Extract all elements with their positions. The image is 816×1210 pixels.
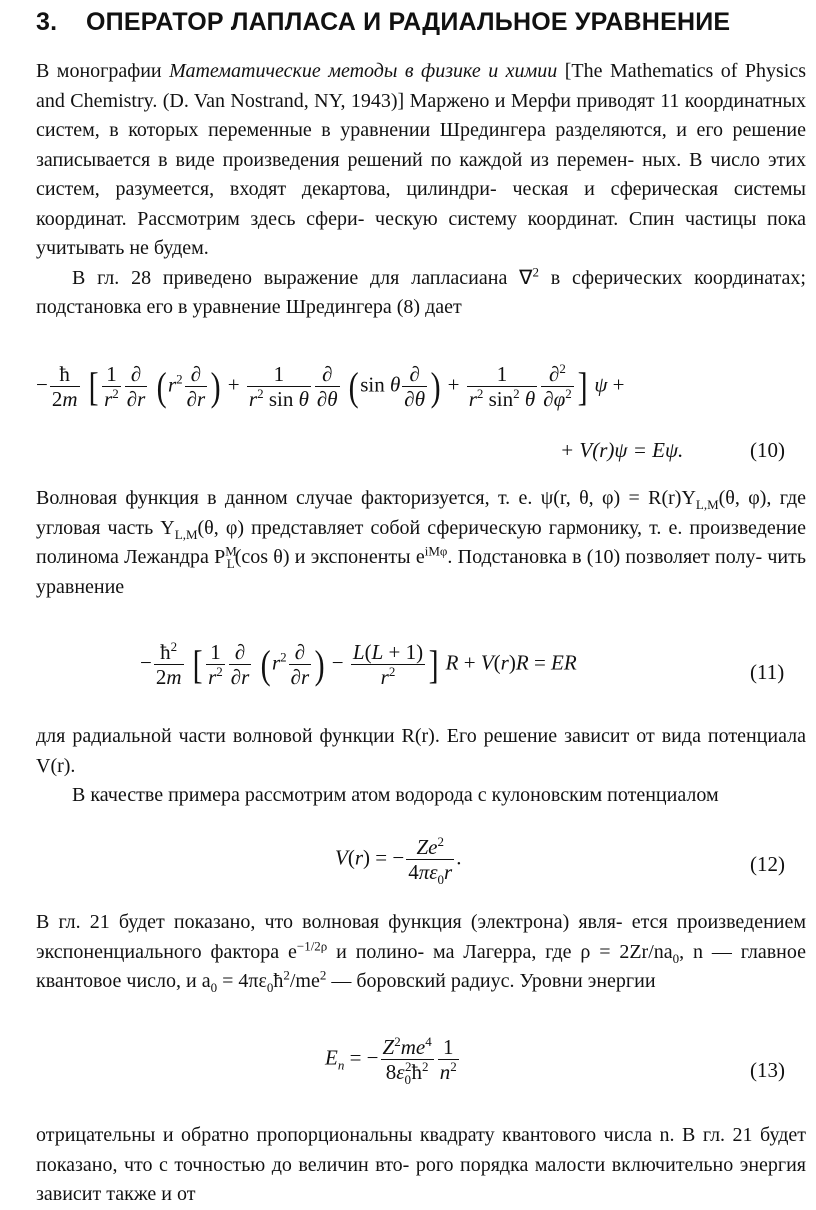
paragraph-radial: для радиальной части волновой функции R(r). Его решение зависит от вида потенциала V(r). В качестве примера рассмотрим атом водорода с кулоновским потенциалом	[36, 722, 806, 811]
paragraph-energy: отрицательны и обратно пропорциональны квадрату квантового числа n. В гл. 21 будет показано, что с точностью до величин вто- рого порядка малости включительно энергия зависит также и от	[36, 1124, 807, 1205]
paragraph-intro: В монографии Математические методы в физике и химии [The Mathematics of Physics and Chemistry. (D. Van Nostrand, NY, 1943)] Маржено и Мерфи приводят 11 координатных систем, в которых переменные в уравнении Шредингера разделяются, и его решение записывается в виде произведения решений по каждой из перемен- ных. В число этих систем, разумеется, входят декартова, цилиндри- ческая и сферическая системы координат. Рассмотрим здесь сфери- ческую систему координат. Спин частицы пока учитывать не будем. В гл. 28 приведено выражение для лапласиана ∇$^2$ в сферических координатах; подстановка его в уравнение Шредингера (8) дает	[36, 57, 806, 323]
section-number: 3.	[36, 8, 58, 36]
equation-10-line1: − $\frac{ħ}{2m}$ [ $\frac{1}{r^2}$ $\frac{\partial}{\partial r}$ ($r^2$ $\frac{\partial}{\partial r}$ ) + $\frac{1}{r^2 \sin \theta}$ $\frac{\partial}{\partial\theta}$ (sin θ $\frac{\partial}{\partial\theta}$ ) + $\frac{1}{r^2 \sin^2 \theta}$ $\frac{\partial^2}{\partial\varphi^2}$ ] ψ +	[36, 361, 625, 411]
equation-11: − $\frac{ħ^2}{2m}$ [ $\frac{1}{r^2}$ $\frac{\partial}{\partial r}$ ($r^2$ $\frac{\partial}{\partial r}$ ) − $\frac{L(L + 1)}{r^2}$ ] R + V(r)R = ER	[140, 639, 577, 689]
equation-12-label: (12)	[750, 852, 785, 876]
paragraph-wavefunction: В гл. 21 будет показано, что волновая функция (электрона) явля- ется произведением экспоненциального фактора $e^{-1/2\rho}$ и полино- ма Лагерра, где $\rho = 2Zr/na_0$, n — главное квантовое число, и $a_0$ = $4\pi\varepsilon_0ħ^2/me^2$ — боровский радиус. Уровни энергии	[36, 911, 807, 995]
paragraph-laplacian: В гл. 28 приведено выражение для лапласиана ∇$^2$ в сферических координатах; подстановка его в уравнение Шредингера (8) дает	[36, 263, 806, 318]
equation-13-label: (13)	[750, 1058, 785, 1082]
paragraph-factorization: Волновая функция в данном случае факторизуется, т. е. ψ(r, θ, $\varphi) = R(r)Y_{L,M}(\theta$, φ), где угловая часть $Y_{L,M}(\theta$, φ) представляет собой сферическую гармонику, т. е. произведение полинома Лежандра $P^M_L(\cos$ θ) и экспоненты $e^{iM\varphi}$. Подстановка в (10) позволяет полу- чить уравнение	[36, 487, 807, 598]
equation-13: $E_n$ = − $\frac{Z^2me^4}{8\varepsilon_0^2ħ^2}$ $\frac{1}{n^2}$	[325, 1034, 457, 1088]
section-heading	[36, 8, 806, 37]
paragraph-example: В качестве примера рассмотрим атом водорода с кулоновским потенциалом	[72, 784, 719, 806]
equation-11-label: (11)	[750, 660, 785, 684]
equation-12: V(r) = − $\frac{Ze^2}{4\pi\varepsilon_0r}$ .	[335, 834, 462, 888]
book-title: Математические методы в физике и химии	[169, 60, 558, 82]
equation-10-label: (10)	[750, 438, 785, 462]
section-title: ОПЕРАТОР ЛАПЛАСА И РАДИАЛЬНОЕ УРАВНЕНИЕ	[86, 8, 731, 36]
equation-10-line2: + V(r)ψ = Eψ.	[560, 438, 684, 462]
